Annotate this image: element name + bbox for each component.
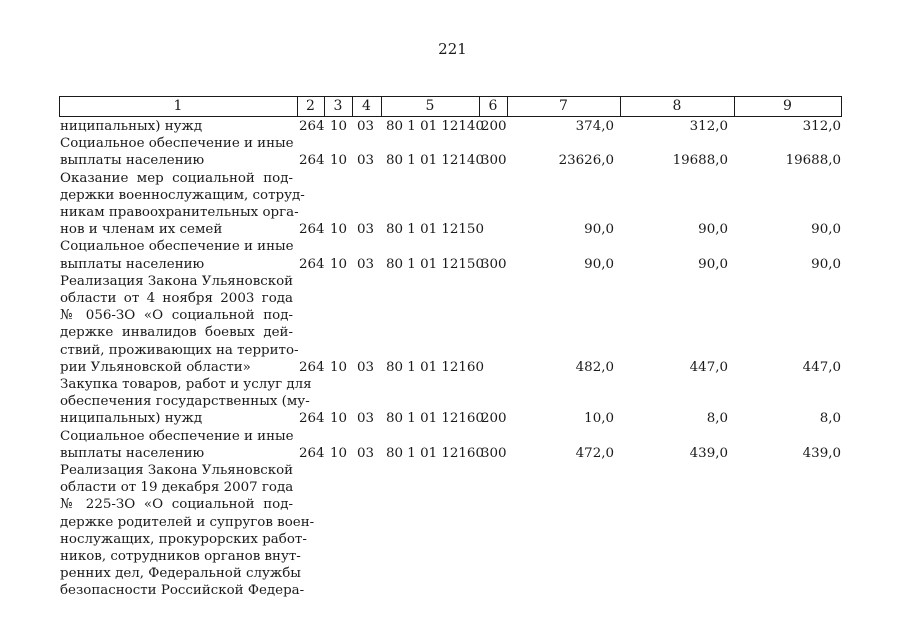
header-col-1: 1 (173, 98, 183, 114)
description-line: держке инвалидов боевых дей- (60, 325, 293, 341)
cell-c8: 19688,0 (672, 153, 728, 169)
row-description (60, 428, 293, 462)
cell-c2: 264 (299, 445, 325, 461)
cell-c6: 200 (481, 411, 507, 427)
cell-c2: 264 (299, 119, 325, 134)
cell-c9: 8,0 (819, 411, 841, 427)
cell-c8: 90,0 (698, 256, 728, 272)
header-col-8: 8 (672, 98, 682, 114)
cell-c5: 80 1 01 12140 (386, 153, 484, 169)
description-line: рии Ульяновской области» (60, 359, 251, 375)
table-row (0, 376, 905, 428)
cell-c9: 439,0 (802, 445, 841, 461)
table-row (0, 118, 905, 135)
cell-c2: 264 (299, 359, 325, 375)
cell-c9: 312,0 (802, 119, 841, 134)
cell-c3: 10 (330, 359, 348, 375)
header-col-2: 2 (306, 98, 315, 114)
cell-c5: 80 1 01 12150 (386, 222, 484, 238)
row-description (60, 118, 293, 135)
description-line: ствий, проживающих на террито- (60, 342, 299, 358)
description-line: № 056-ЗО «О социальной под- (60, 308, 293, 324)
description-line: области от 4 ноября 2003 года (60, 291, 293, 306)
row-description (60, 238, 293, 272)
cell-c2: 264 (299, 411, 325, 427)
cell-c6: 300 (481, 256, 507, 272)
cell-c9: 90,0 (811, 256, 841, 272)
cell-c5: 80 1 01 12140 (386, 119, 484, 134)
cell-c3: 10 (330, 256, 348, 272)
cell-c3: 10 (330, 153, 348, 169)
cell-c8: 439,0 (689, 445, 728, 461)
cell-c8: 90,0 (698, 222, 728, 238)
row-description (60, 135, 293, 169)
description-line: никам правоохранительных орга- (60, 205, 299, 220)
cell-c5: 80 1 01 12150 (386, 256, 484, 272)
table-row (0, 273, 905, 376)
cell-c9: 90,0 (811, 222, 841, 238)
row-description (60, 170, 305, 239)
cell-c5: 80 1 01 12160 (386, 359, 484, 375)
description-line: нослужащих, прокурорских работ- (60, 531, 307, 547)
cell-c7: 374,0 (575, 119, 614, 134)
description-line: области от 19 декабря 2007 года (60, 480, 294, 496)
cell-c2: 264 (299, 222, 325, 238)
cell-c7: 482,0 (575, 359, 614, 375)
description-line: № 225-ЗО «О социальной под- (60, 497, 293, 513)
description-line: Социальное обеспечение и иные (60, 136, 294, 152)
description-line: Социальное обеспечение и иные (60, 239, 294, 255)
cell-c7: 90,0 (584, 256, 614, 272)
description-line: нов и членам их семей (60, 222, 223, 238)
cell-c4: 03 (357, 153, 375, 169)
table-row (0, 170, 905, 239)
row-description (60, 462, 315, 600)
cell-c7: 10,0 (584, 411, 614, 427)
description-line: ниципальных) нужд (60, 119, 203, 134)
header-col-4: 4 (362, 98, 371, 114)
description-line: Социальное обеспечение и иные (60, 428, 294, 444)
description-line: безопасности Российской Федера- (60, 583, 305, 599)
cell-c7: 90,0 (584, 222, 614, 238)
cell-c6: 200 (481, 119, 507, 134)
cell-c4: 03 (357, 256, 375, 272)
description-line: обеспечения государственных (му- (60, 394, 310, 410)
description-line: Реализация Закона Ульяновской (60, 273, 294, 289)
description-line: выплаты населению (60, 256, 205, 272)
cell-c3: 10 (330, 445, 348, 461)
cell-c5: 80 1 01 12160 (386, 411, 484, 427)
cell-c6: 300 (481, 445, 507, 461)
cell-c4: 03 (357, 222, 375, 238)
cell-c7: 23626,0 (558, 153, 614, 169)
description-line: ниципальных) нужд (60, 411, 203, 427)
cell-c8: 312,0 (689, 119, 728, 134)
table-row (0, 428, 905, 462)
description-line: Оказание мер социальной под- (60, 170, 293, 186)
description-line: ренних дел, Федеральной службы (60, 566, 301, 582)
header-col-3: 3 (333, 98, 343, 114)
cell-c3: 10 (330, 411, 348, 427)
header-col-9: 9 (783, 98, 792, 114)
description-line: ников, сотрудников органов внут- (60, 549, 301, 565)
description-line: выплаты населению (60, 153, 205, 169)
cell-c8: 8,0 (706, 411, 728, 427)
cell-c8: 447,0 (689, 359, 728, 375)
description-line: держке родителей и супругов воен- (60, 514, 315, 530)
description-line: выплаты населению (60, 445, 205, 461)
header-col-5: 5 (425, 98, 435, 114)
cell-c5: 80 1 01 12160 (386, 445, 484, 461)
description-line: держки военнослужащим, сотруд- (60, 187, 305, 203)
row-description (60, 273, 299, 376)
cell-c3: 10 (330, 119, 348, 134)
page-number: 221 (438, 40, 467, 58)
cell-c7: 472,0 (575, 445, 614, 461)
cell-c4: 03 (357, 411, 375, 427)
description-line: Закупка товаров, работ и услуг для (60, 377, 312, 392)
cell-c2: 264 (299, 256, 325, 272)
cell-c4: 03 (357, 445, 375, 461)
cell-c2: 264 (299, 153, 325, 169)
cell-c4: 03 (357, 359, 375, 375)
description-line: Реализация Закона Ульяновской (60, 463, 294, 478)
table-row (0, 135, 905, 169)
cell-c9: 19688,0 (785, 153, 841, 169)
cell-c6: 300 (481, 153, 507, 169)
header-col-6: 6 (488, 98, 498, 114)
cell-c4: 03 (357, 119, 375, 134)
cell-c3: 10 (330, 222, 348, 238)
table-row (0, 238, 905, 272)
header-col-7: 7 (559, 98, 568, 114)
table-row (0, 462, 905, 600)
cell-c9: 447,0 (802, 359, 841, 375)
